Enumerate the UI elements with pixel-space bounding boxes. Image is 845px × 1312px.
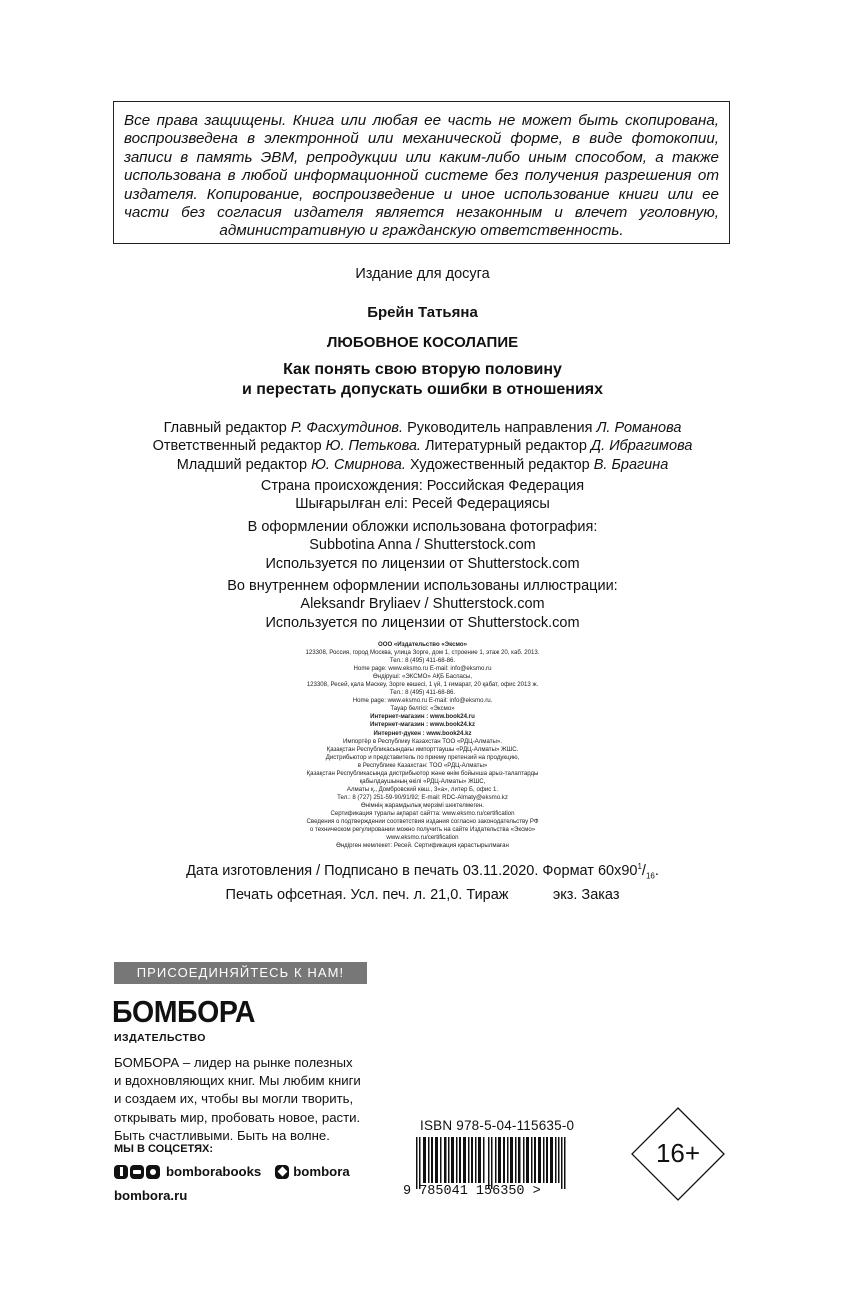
about-line: и вдохновляющих книг. Мы любим книги — [114, 1073, 361, 1089]
publisher-logo: БОМБОРА — [112, 994, 256, 1029]
about-line: Быть счастливыми. Быть на волне. — [114, 1127, 330, 1143]
cover-credit-block — [0, 518, 845, 573]
author: Брейн Татьяна — [367, 304, 478, 321]
chief-editor-label: Главный редактор — [163, 420, 287, 436]
editors-line — [0, 456, 845, 474]
inner-credit-block — [0, 577, 845, 632]
editors-line — [0, 419, 845, 437]
literary-editor-name: Д. Ибрагимова — [590, 438, 693, 455]
instagram-icon[interactable] — [146, 1165, 160, 1179]
direction-head-name: Л. Романова — [596, 420, 682, 436]
join-us-banner: ПРИСОЕДИНЯЙТЕСЬ К НАМ! — [114, 962, 367, 984]
cover-credit-line: В оформлении обложки использована фотография: — [247, 519, 598, 535]
isbn: ISBN 978-5-04-115635-0 — [420, 1118, 575, 1133]
editors-block — [0, 419, 845, 474]
edition-type: Издание для досуга — [355, 266, 490, 282]
inner-credit-line: Во внутреннем оформлении использованы иллюстрации: — [227, 578, 618, 594]
imprint-block — [0, 641, 845, 850]
origin-block — [0, 477, 845, 514]
imprint-line: Сведения о подтверждении соответствия издания согласно законодательству РФ — [306, 818, 539, 826]
about-line: открывать мир, пробовать новое, расти. — [114, 1109, 361, 1125]
social-heading: МЫ В СОЦСЕТЯХ: — [114, 1143, 214, 1155]
imprint-line: Home page: www.eksmo.ru E-mail: info@eksmo.ru. — [352, 697, 493, 705]
subtitle-line: Как понять свою вторую половину — [283, 361, 562, 378]
art-editor-label: Художественный редактор — [409, 456, 590, 473]
direction-head-label: Руководитель направления — [407, 420, 593, 436]
imprint-line: Өндіруші: «ЭКСМО» АҚБ Баспасы, — [372, 673, 473, 681]
imprint-line: 123308, Россия, город Москва, улица Зорге, дом 1, строение 1, этаж 20, каб. 2013. — [305, 649, 540, 657]
vk-icon[interactable] — [130, 1165, 144, 1179]
imprint-line: Қазақстан Республикасында дистрибьютор және өнім бойынша арыз-талаптарды — [306, 769, 539, 777]
rights-notice: Все права защищены. Книга или любая ее часть не может быть скопирована, воспроизведена в электронной или механической форме, в виде фотокопии, записи в память ЭВМ, репродукции или каким-либо иным способом, а также использована в любой информационной системе без получения разрешения от издателя. Копирование, воспроизведение и иное использование книги или ее части без согласия издателя является незаконным и влечет уголовную, административную и гражданскую ответственность. — [124, 112, 719, 240]
junior-editor-name: Ю. Смирнова. — [311, 456, 406, 473]
imprint-line: Интернет-магазин : www.book24.ru — [370, 713, 475, 721]
inner-credit-line: Aleksandr Bryliaev / Shutterstock.com — [300, 596, 545, 613]
imprint-line: Сертификация туралы ақпарат сайтта: www.eksmo.ru/certification — [330, 809, 515, 817]
book-title: ЛЮБОВНОЕ КОСОЛАПИЕ — [326, 334, 519, 351]
facebook-icon[interactable] — [114, 1165, 128, 1179]
about-line: БОМБОРА – лидер на рынке полезных — [114, 1055, 353, 1070]
imprint-line: Импортёр в Республику Казахстан ТОО «РДЦ-Алматы». — [343, 737, 502, 745]
barcode-digits: 9 785041 156350 > — [403, 1184, 541, 1199]
imprint-line: ООО «Издательство «Эксмо» — [377, 641, 468, 648]
imprint-line: Өндірген мемлекет: Ресей. Сертификация қарастырылмаған — [336, 842, 509, 850]
imprint-line: Интернет-дүкен : www.book24.kz — [373, 729, 472, 737]
imprint-line: 123308, Ресей, қала Мәскеу, Зорге көшесі, 1 үй, 1 ғимарат, 20 қабат, офис 2013 ж. — [306, 681, 539, 689]
literary-editor-label: Литературный редактор — [424, 438, 587, 455]
barcode — [416, 1137, 568, 1189]
print-date-line: Дата изготовления / Подписано в печать 03.11.2020. Формат $60x90^1/_{16}$. — [186, 862, 659, 881]
subtitle-line: и перестать допускать ошибки в отношениях — [241, 381, 604, 398]
age-rating: 16+ — [655, 1138, 701, 1168]
print-run-line: Печать офсетная. Усл. печ. л. 21,0. Тираж экз. Заказ — [225, 887, 620, 904]
imprint-line: о техническом регулировании можно получить на сайте Издательства «Эксмо» — [309, 826, 536, 834]
imprint-line: www.eksmo.ru/certification — [386, 834, 459, 842]
social-links — [114, 1164, 350, 1179]
rights-notice-box — [113, 101, 730, 244]
imprint-line: Интернет-магазин : www.book24.kz — [370, 721, 475, 729]
about-line: и создаем их, чтобы вы могли творить, — [114, 1091, 354, 1107]
responsible-editor-label: Ответственный редактор — [152, 438, 322, 455]
social-handle-bomborabooks[interactable]: bomborabooks — [166, 1164, 262, 1179]
publisher-website[interactable]: bombora.ru — [114, 1188, 188, 1203]
imprint-line: в Республике Казахстан: ТОО «РДЦ-Алматы» — [357, 761, 488, 769]
publisher-logo-subtitle: ИЗДАТЕЛЬСТВО — [114, 1032, 206, 1044]
editors-line — [0, 437, 845, 455]
responsible-editor-name: Ю. Петькова. — [325, 438, 421, 455]
inner-credit-line: Используется по лицензии от Shutterstock.com — [265, 614, 580, 631]
imprint-line: Home page: www.eksmo.ru E-mail: info@eksmo.ru — [353, 665, 492, 673]
cover-credit-line: Используется по лицензии от Shutterstock.com — [265, 555, 580, 572]
imprint-line: Тел.: 8 (495) 411-68-86. — [389, 689, 456, 697]
art-editor-name: В. Брагина — [593, 456, 669, 473]
imprint-line: қабылдаушының өкілі «РДЦ-Алматы» ЖШС, — [359, 777, 486, 785]
publisher-about — [114, 1054, 384, 1145]
imprint-line: Алматы қ., Домбровский көш., 3«а», литер Б, офис 1. — [346, 785, 499, 793]
imprint-line: Тел.: 8 (495) 411-68-86. — [389, 657, 456, 665]
imprint-line: Қазақстан Республикасындағы импорттаушы «РДЦ-Алматы» ЖШС. — [326, 745, 519, 753]
chief-editor-name: Р. Фасхутдинов. — [290, 420, 404, 436]
junior-editor-label: Младший редактор — [176, 456, 308, 473]
origin-line: Страна происхождения: Российская Федерация — [260, 478, 585, 494]
print-info — [0, 858, 845, 905]
telegram-icon[interactable] — [275, 1165, 289, 1179]
cover-credit-line: Subbotina Anna / Shutterstock.com — [309, 537, 536, 554]
origin-line: Шығарылған елі: Ресей Федерациясы — [295, 496, 550, 513]
imprint-line: Тауар белгісі: «Эксмо» — [390, 705, 455, 713]
imprint-line: Дистрибьютор и представитель по приему претензий на продукцию, — [325, 753, 520, 761]
imprint-line: Өнімнің жарамдылық мерзімі шектелмеген. — [361, 801, 484, 809]
imprint-line: Тел.: 8 (727) 251-59-90/91/92; E-mail: RDC-Almaty@eksmo.kz — [337, 793, 508, 801]
book-subtitle — [0, 360, 845, 400]
social-handle-bombora[interactable]: bombora — [293, 1164, 350, 1179]
